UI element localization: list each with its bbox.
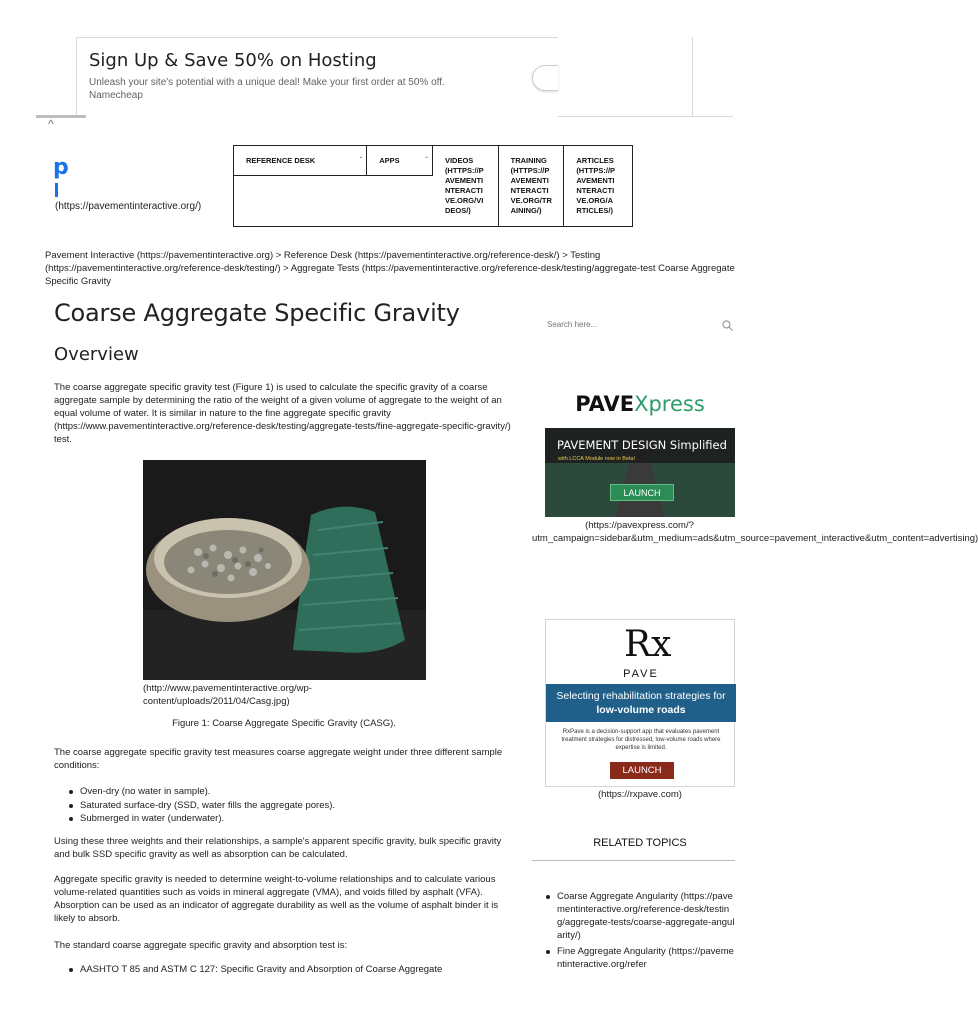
rxpave-tagline-line1: Selecting rehabilitation strategies for bbox=[556, 690, 726, 702]
nav-apps-label: APPS bbox=[379, 156, 400, 165]
related-topic-link[interactable]: Coarse Aggregate Angularity (https://pavementinteractive.org/reference-desk/testing/aggregate-tests/coarse-aggregate-angularity/) bbox=[545, 890, 735, 942]
overview-heading: Overview bbox=[54, 344, 139, 365]
list-item: Saturated surface-dry (SSD, water fills the aggregate pores). bbox=[68, 799, 508, 813]
rxpave-ad[interactable] bbox=[545, 619, 735, 787]
standard-paragraph: The standard coarse aggregate specific gravity and absorption test is: bbox=[54, 940, 348, 951]
rxpave-link[interactable]: (https://rxpave.com) bbox=[598, 789, 682, 800]
pavexpress-headline: PAVEMENT DESIGN Simplified bbox=[557, 438, 727, 452]
standards-list bbox=[68, 963, 508, 976]
related-topics-divider bbox=[532, 860, 735, 861]
nav-reference-desk-label: REFERENCE DESK bbox=[246, 156, 316, 165]
ad-divider bbox=[558, 116, 733, 117]
pavexpress-logo bbox=[545, 392, 735, 416]
chevron-up-icon[interactable]: ^ bbox=[48, 117, 54, 131]
site-logo-mark bbox=[55, 183, 58, 197]
ad-banner[interactable] bbox=[76, 37, 558, 117]
chevron-down-icon: ˇ bbox=[359, 156, 363, 165]
nav-articles[interactable]: ARTICLES (HTTPS://P AVEMENTI NTERACTI VE.ORG/A RTICLES/) bbox=[576, 156, 615, 215]
pavexpress-subline: with LCCA Module now in Beta! bbox=[558, 456, 636, 462]
rxpave-tagline-line2: low-volume roads bbox=[596, 704, 686, 716]
page-title: Coarse Aggregate Specific Gravity bbox=[54, 299, 460, 327]
relationships-paragraph: Using these three weights and their relationships, a sample's apparent specific gravity, bulk specific gravity and bulk SSD specific gravity as well as absorption can be calculated. bbox=[54, 836, 502, 860]
figure-link[interactable]: (http://www.pavementinteractive.org/wp-content/uploads/2011/04/Casg.jpg) bbox=[143, 683, 312, 707]
casg-figure-image[interactable] bbox=[143, 460, 426, 680]
related-topics-heading: RELATED TOPICS bbox=[593, 837, 687, 849]
casg-photo bbox=[143, 460, 426, 680]
ad-collapse-bar bbox=[36, 115, 86, 118]
list-item: AASHTO T 85 and ASTM C 127: Specific Gravity and Absorption of Coarse Aggregate bbox=[68, 963, 508, 976]
main-nav bbox=[233, 145, 633, 227]
related-topic-link[interactable]: Fine Aggregate Angularity (https://pavementinteractive.org/refer bbox=[545, 945, 735, 971]
search-box bbox=[547, 316, 735, 332]
related-topics-list bbox=[545, 890, 735, 974]
ad-divider bbox=[692, 37, 693, 117]
ad-advertiser: Namecheap bbox=[89, 90, 143, 101]
chevron-down-icon: ˇ bbox=[425, 156, 428, 165]
intro-paragraph: The coarse aggregate specific gravity test (Figure 1) is used to calculate the specific gravity of a coarse aggregate sample by determining the ratio of the weight of a given volume of aggregate to the weight of an equal volume of water. It is similar in nature to the fine aggregate specific gravity (https://www.pavementinteractive.org/reference-desk/testing/aggregate-tests/fine-aggregate-specific-gravity/) test. bbox=[54, 382, 511, 445]
ad-description-text: Unleash your site's potential with a unique deal! Make your first order at 50% off. bbox=[89, 77, 445, 88]
rxpave-tagline bbox=[546, 684, 736, 722]
breadcrumb[interactable]: Pavement Interactive (https://pavementinteractive.org) > Reference Desk (https://pavementinteractive.org/reference-desk/) > Testing (https://pavementinteractive.org/reference-desk/testing/) > Aggregate Tests (https://pavementinteractive.org/reference-desk/testing/aggregate-test Coarse Aggregate Specific Gravity bbox=[45, 250, 735, 287]
rxpave-launch-button[interactable]: LAUNCH bbox=[610, 762, 674, 779]
pavexpress-link[interactable]: (https://pavexpress.com/?utm_campaign=sidebar&utm_medium=ads&utm_source=pavement_interactive&utm_content=advertising) bbox=[532, 520, 978, 544]
rxpave-description: RxPave is a decision-support app that evaluates pavement treatment strategies for distressed, low-volume roads where expertise is limited. bbox=[561, 729, 721, 751]
rxpave-name: PAVE bbox=[623, 668, 659, 680]
conditions-paragraph: The coarse aggregate specific gravity test measures coarse aggregate weight under three different sample conditions: bbox=[54, 747, 503, 771]
pavexpress-ad[interactable] bbox=[545, 380, 735, 517]
site-logo-link[interactable]: (https://pavementinteractive.org/) bbox=[55, 201, 202, 212]
pavexpress-logo-light: Xpress bbox=[634, 392, 705, 416]
site-logo[interactable]: p bbox=[53, 155, 69, 180]
conditions-list bbox=[68, 785, 508, 826]
purpose-paragraph: Aggregate specific gravity is needed to determine weight-to-volume relationships and to calculate various volume-related quantities such as voids in mineral aggregate (VMA), and voids filled by asphalt (VFA). Absorption can be used as an indicator of aggregate durability as well as the volume of asphalt binder it is likely to absorb. bbox=[54, 874, 499, 924]
ad-open-button[interactable] bbox=[532, 65, 558, 91]
nav-training[interactable]: TRAINING (HTTPS://P AVEMENTI NTERACTI VE.ORG/TR AINING/) bbox=[499, 146, 565, 226]
nav-apps[interactable] bbox=[367, 146, 433, 176]
ad-description bbox=[89, 76, 489, 102]
figure-caption: Figure 1: Coarse Aggregate Specific Gravity (CASG). bbox=[172, 718, 396, 729]
ad-title[interactable]: Sign Up & Save 50% on Hosting bbox=[89, 50, 377, 71]
list-item: Oven-dry (no water in sample). bbox=[68, 785, 508, 799]
search-icon[interactable] bbox=[722, 318, 733, 336]
nav-videos[interactable]: VIDEOS (HTTPS://P AVEMENTI NTERACTI VE.ORG/VI DEOS/) bbox=[433, 146, 499, 226]
pavexpress-logo-bold: PAVE bbox=[575, 392, 635, 416]
list-item: Submerged in water (underwater). bbox=[68, 812, 508, 826]
pavexpress-launch-button[interactable]: LAUNCH bbox=[610, 484, 674, 501]
rxpave-logo: Rx bbox=[624, 624, 672, 665]
nav-reference-desk[interactable] bbox=[234, 146, 367, 176]
search-input[interactable] bbox=[547, 316, 717, 332]
